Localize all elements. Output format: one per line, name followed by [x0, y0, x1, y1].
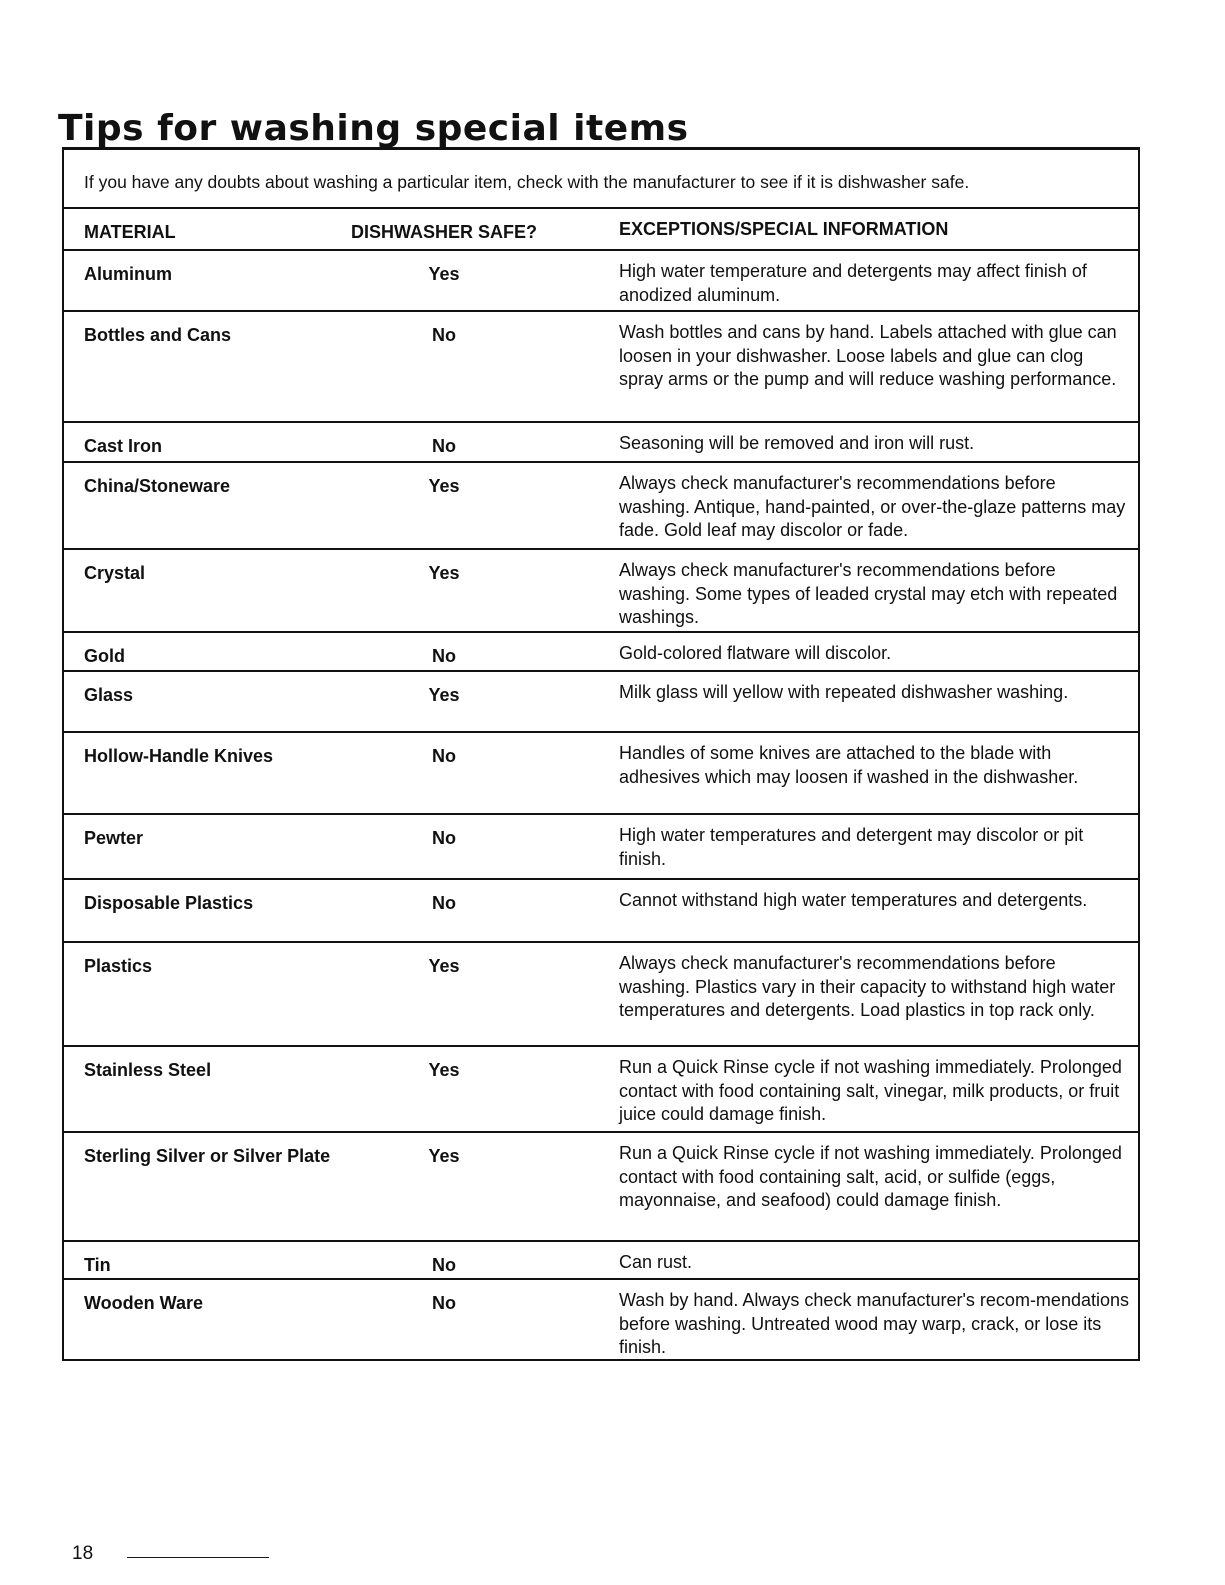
- info-cell: Wash bottles and cans by hand. Labels attached with glue can loosen in your dishwasher. Loose labels and glue can clog spray arms or the pump and will reduce washing performance.: [619, 322, 1117, 389]
- info-cell: Can rust.: [619, 1252, 693, 1272]
- table-row: [64, 813, 1138, 878]
- table-row: [64, 421, 1138, 461]
- table-row: [64, 670, 1138, 731]
- material-cell: Cast Iron: [84, 436, 163, 456]
- table-row: [64, 1131, 1138, 1240]
- material-cell: Crystal: [84, 563, 146, 583]
- material-cell: Stainless Steel: [84, 1060, 212, 1080]
- safe-cell: Yes: [428, 1146, 460, 1166]
- table-row: [64, 548, 1138, 631]
- safe-cell: No: [432, 746, 456, 766]
- tips-table: [62, 147, 1140, 1361]
- safe-cell: Yes: [428, 1060, 460, 1080]
- footer-line: [127, 1557, 269, 1558]
- info-cell: Milk glass will yellow with repeated dishwasher washing.: [619, 682, 1069, 702]
- info-cell: High water temperature and detergents may affect finish of anodized aluminum.: [619, 261, 1087, 305]
- table-row: [64, 878, 1138, 941]
- safe-cell: Yes: [428, 956, 460, 976]
- intro-text: If you have any doubts about washing a particular item, check with the manufacturer to see if it is dishwasher safe.: [84, 172, 970, 192]
- table-row: [64, 631, 1138, 670]
- material-cell: Hollow-Handle Knives: [84, 746, 274, 766]
- table-row: [64, 1278, 1138, 1362]
- safe-cell: Yes: [428, 563, 460, 583]
- info-cell: Always check manufacturer's recommendations before washing. Plastics vary in their capacity to withstand high water temperatures and detergents. Load plastics in top rack only.: [619, 953, 1116, 1020]
- material-cell: Wooden Ware: [84, 1293, 204, 1313]
- safe-cell: Yes: [428, 476, 460, 496]
- info-cell: Run a Quick Rinse cycle if not washing immediately. Prolonged contact with food containing salt, acid, or sulfide (eggs, mayonnaise, and seafood) could damage finish.: [619, 1143, 1122, 1210]
- material-cell: Bottles and Cans: [84, 325, 232, 345]
- header-info: EXCEPTIONS/SPECIAL INFORMATION: [619, 219, 949, 239]
- safe-cell: Yes: [428, 685, 460, 705]
- info-cell: Seasoning will be removed and iron will rust.: [619, 433, 975, 453]
- material-cell: Disposable Plastics: [84, 893, 254, 913]
- material-cell: China/Stoneware: [84, 476, 231, 496]
- info-cell: High water temperatures and detergent may discolor or pit finish.: [619, 825, 1084, 869]
- table-row: [64, 249, 1138, 310]
- safe-cell: No: [432, 893, 456, 913]
- info-cell: Cannot withstand high water temperatures and detergents.: [619, 890, 1088, 910]
- safe-cell: No: [432, 436, 456, 456]
- safe-cell: No: [432, 1255, 456, 1275]
- info-cell: Gold-colored flatware will discolor.: [619, 643, 892, 663]
- safe-cell: No: [432, 325, 456, 345]
- safe-cell: No: [432, 1293, 456, 1313]
- table-row: [64, 1240, 1138, 1278]
- info-cell: Always check manufacturer's recommendations before washing. Some types of leaded crystal may etch with repeated washings.: [619, 560, 1118, 627]
- info-cell: Handles of some knives are attached to the blade with adhesives which may loosen if washed in the dishwasher.: [619, 743, 1079, 787]
- table-row: [64, 731, 1138, 813]
- page-title: Tips for washing special items: [58, 108, 689, 149]
- safe-cell: No: [432, 828, 456, 848]
- header-material: MATERIAL: [84, 222, 176, 242]
- material-cell: Sterling Silver or Silver Plate: [84, 1146, 331, 1166]
- material-cell: Glass: [84, 685, 134, 705]
- safe-cell: No: [432, 646, 456, 666]
- material-cell: Pewter: [84, 828, 144, 848]
- safe-cell: Yes: [428, 264, 460, 284]
- material-cell: Plastics: [84, 956, 153, 976]
- material-cell: Aluminum: [84, 264, 172, 284]
- info-cell: Wash by hand. Always check manufacturer's recom-mendations before washing. Untreated wood may warp, crack, or lose its finish.: [619, 1290, 1129, 1357]
- info-cell: Run a Quick Rinse cycle if not washing immediately. Prolonged contact with food containing salt, vinegar, milk products, or fruit juice could damage finish.: [619, 1057, 1122, 1124]
- header-safe: DISHWASHER SAFE?: [350, 222, 537, 242]
- table-row: [64, 310, 1138, 421]
- material-cell: Gold: [84, 646, 125, 666]
- table-row: [64, 1045, 1138, 1131]
- material-cell: Tin: [84, 1255, 111, 1275]
- table-header: [64, 207, 1138, 249]
- info-cell: Always check manufacturer's recommendations before washing. Antique, hand-painted, or over-the-glaze patterns may fade. Gold leaf may discolor or fade.: [619, 473, 1126, 540]
- table-row: [64, 461, 1138, 548]
- page-number: 18: [72, 1543, 94, 1564]
- table-row: [64, 941, 1138, 1045]
